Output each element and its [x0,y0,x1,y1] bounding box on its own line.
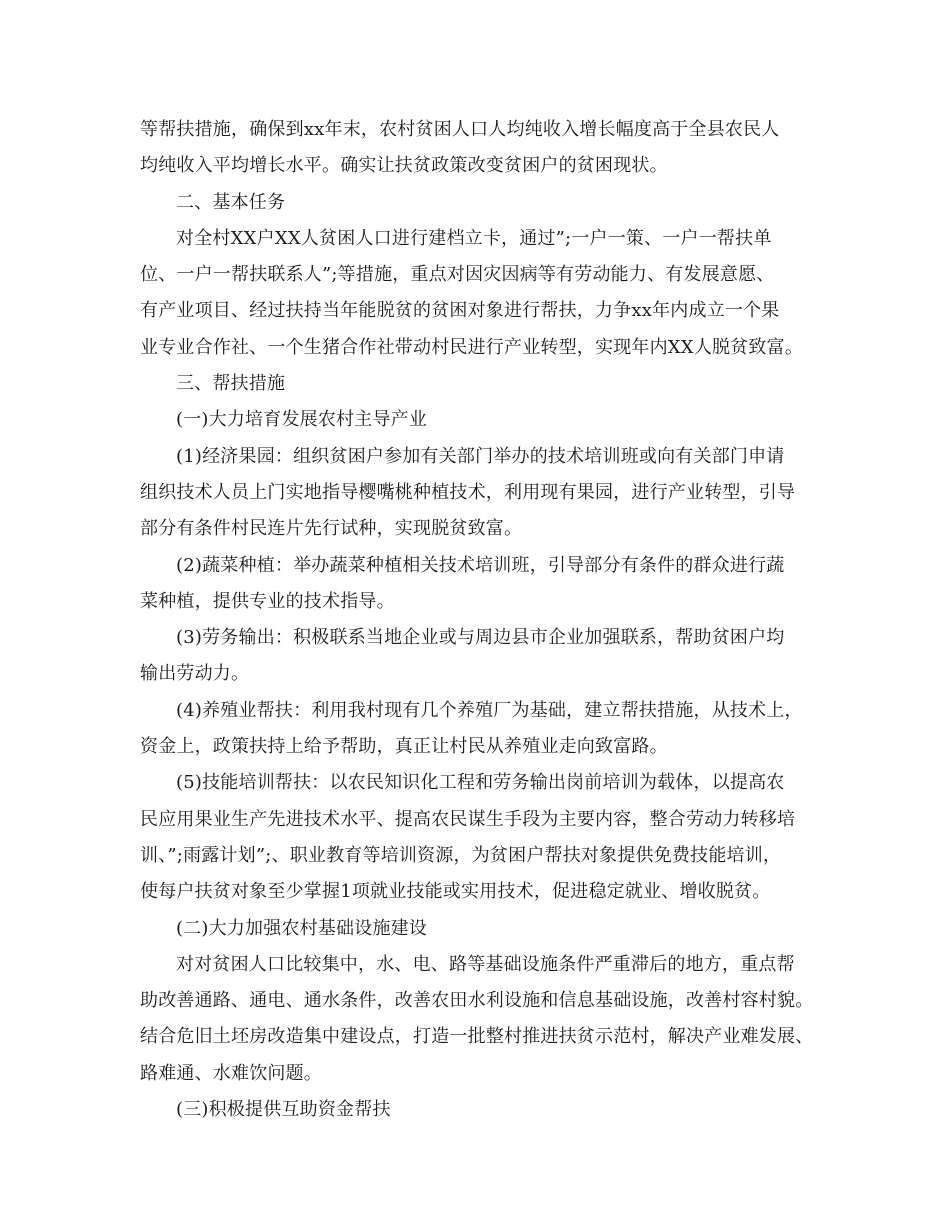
document-line: 使每户扶贫对象至少掌握1项就业技能或实用技术，促进稳定就业、增收脱贫。 [140,881,771,903]
document-body [140,112,828,1128]
document-line: (三)积极提供互助资金帮扶 [176,1099,391,1121]
document-line: 民应用果业生产先进技术水平、提高农民谋生手段为主要内容，整合劳动力转移培 [140,808,796,830]
document-line: 菜种植，提供专业的技术指导。 [140,590,395,612]
document-line: (二)大力加强农村基础设施建设 [176,917,428,939]
document-line: (4)养殖业帮扶：利用我村现有几个养殖厂为基础，建立帮扶措施，从技术上， [176,699,803,721]
document-line: 有产业项目、经过扶持当年能脱贫的贫困对象进行帮扶，力争xx年内成立一个果 [140,300,780,322]
document-line: 对全村XX户XX人贫困人口进行建档立卡，通过”;一户一策、一户一帮扶单 [176,227,772,249]
document-line: (2)蔬菜种植：举办蔬菜种植相关技术培训班，引导部分有条件的群众进行蔬 [176,554,785,576]
document-line: 组织技术人员上门实地指导樱嘴桃种植技术，利用现有果园，进行产业转型，引导 [140,481,796,503]
document-line: (1)经济果园：组织贫困户参加有关部门举办的技术培训班或向有关部门申请 [176,445,785,467]
document-line: 输出劳动力。 [140,663,250,685]
document-line: (3)劳务输出：积极联系当地企业或与周边县市企业加强联系，帮助贫困户均 [176,627,785,649]
document-line: 三、帮扶措施 [176,373,286,395]
document-line: 等帮扶措施，确保到xx年末，农村贫困人口人均纯收入增长幅度高于全县农民人 [140,119,780,140]
document-line: (一)大力培育发展农村主导产业 [176,409,428,431]
document-line: 位、一户一帮扶联系人”;等措施，重点对因灾因病等有劳动能力、有发展意愿、 [140,264,775,286]
document-line: (5)技能培训帮扶：以农民知识化工程和劳务输出岗前培训为载体，以提高农 [176,772,785,794]
document-line: 二、基本任务 [176,191,286,213]
document-line: 对对贫困人口比较集中，水、电、路等基础设施条件严重滞后的地方，重点帮 [176,953,795,975]
document-line: 均纯收入平均增长水平。确实让扶贫政策改变贫困户的贫困现状。 [140,155,668,177]
document-line: 结合危旧土坯房改造集中建设点，打造一批整村推进扶贫示范村，解决产业难发展、 [140,1026,814,1048]
document-line: 路难通、水难饮问题。 [140,1062,322,1084]
document-line: 部分有条件村民连片先行试种，实现脱贫致富。 [140,518,523,540]
document-line: 训、”;雨露计划”;、职业教育等培训资源，为贫困户帮扶对象提供免费技能培训， [140,844,782,866]
document-line: 业专业合作社、一个生猪合作社带动村民进行产业转型，实现年内XX人脱贫致富。 [140,336,804,358]
document-line: 助改善通路、通电、通水条件，改善农田水利设施和信息基础设施，改善村容村貌。 [140,990,814,1012]
document-line: 资金上，政策扶持上给予帮助，真正让村民从养殖业走向致富路。 [140,736,668,758]
